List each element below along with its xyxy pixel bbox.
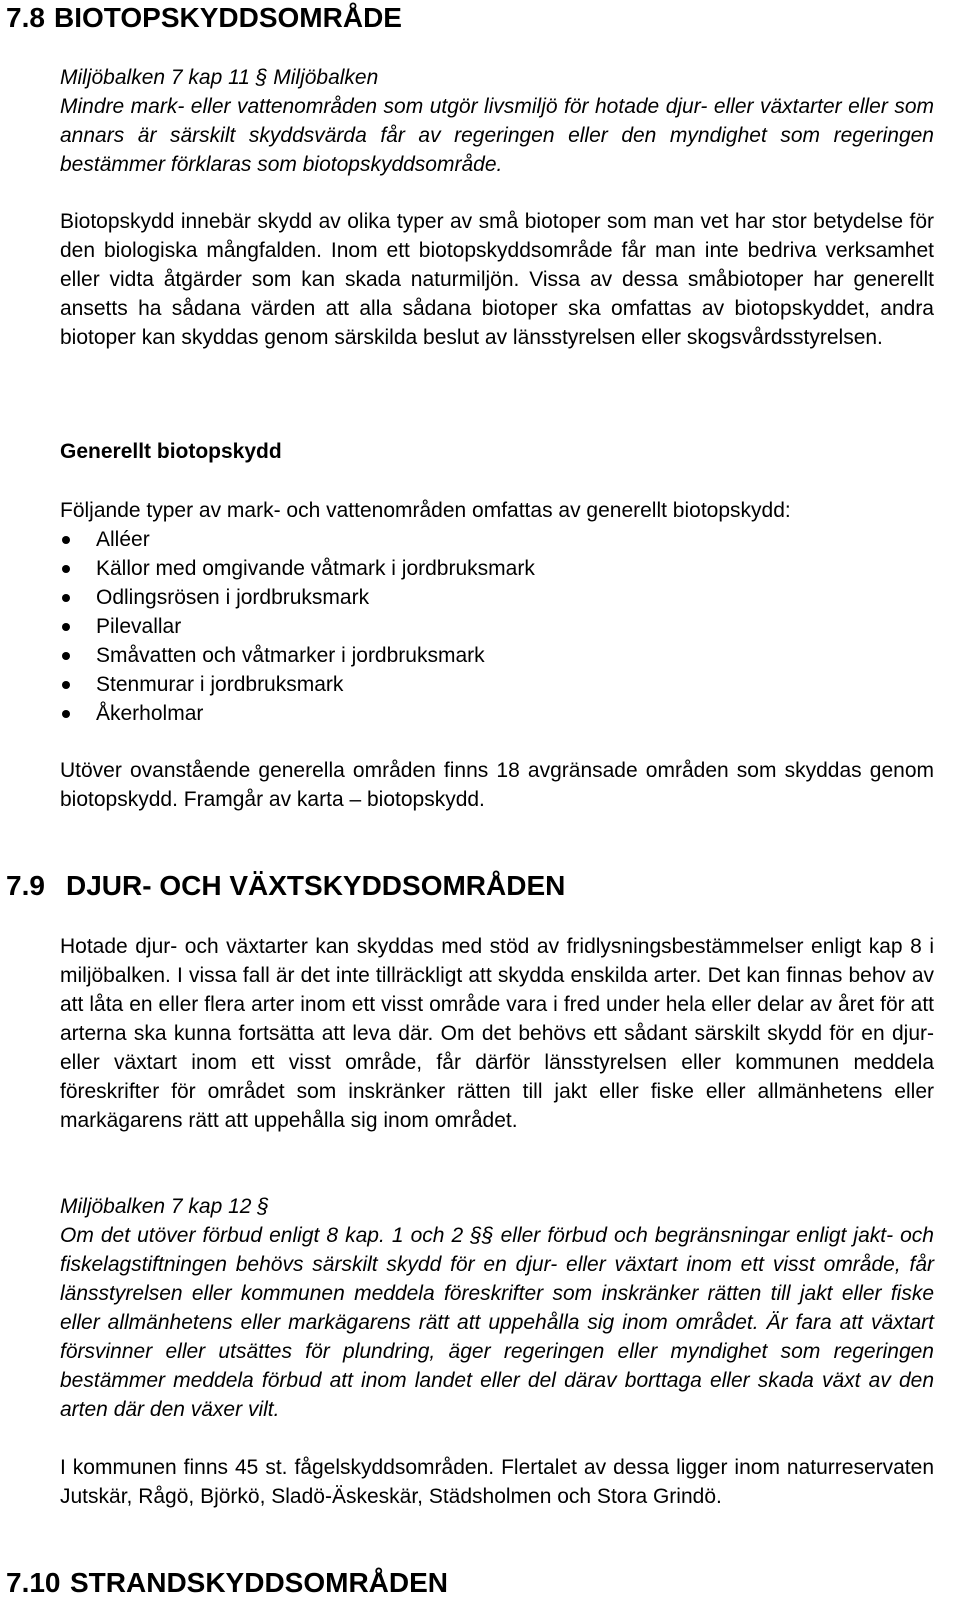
subheading-generellt-biotopskydd: Generellt biotopskydd bbox=[60, 440, 282, 463]
law-reference: Miljöbalken 7 kap 11 § Miljöbalken bbox=[60, 66, 379, 89]
section-heading-7-9 bbox=[6, 870, 565, 902]
bullet-icon bbox=[62, 710, 70, 718]
list-item: Stenmurar i jordbruksmark bbox=[60, 670, 535, 699]
law-reference: Miljöbalken 7 kap 12 § bbox=[60, 1195, 269, 1218]
paragraph-biotopskydd: Biotopskydd innebär skydd av olika typer av små biotoper som man vet har stor betydelse för den biologiska mångfalden. Inom ett biotopskyddsområde får man inte bedriva verksamhet eller vidta åtgärder som kan skada naturmiljön. Vissa av dessa småbiotoper har generellt ansetts ha sådana värden att alla sådana biotoper ska omfattas av biotopskyddet, andra biotoper kan skyddas genom särskilda beslut av länsstyrelsen eller skogsvårdsstyrelsen. bbox=[60, 210, 934, 349]
biotope-type-list bbox=[60, 525, 535, 728]
bullet-icon bbox=[62, 623, 70, 631]
list-item: Pilevallar bbox=[60, 612, 535, 641]
section-number: 7.9 bbox=[6, 870, 45, 901]
section-title: DJUR- OCH VÄXTSKYDDSOMRÅDEN bbox=[66, 870, 566, 901]
bullet-icon bbox=[62, 594, 70, 602]
list-item: Odlingsrösen i jordbruksmark bbox=[60, 583, 535, 612]
section-number: 7.10 bbox=[6, 1567, 61, 1598]
law-quote-block bbox=[60, 1192, 934, 1424]
section-title: BIOTOPSKYDDSOMRÅDE bbox=[54, 2, 402, 33]
law-quote-text: Om det utöver förbud enligt 8 kap. 1 och 2 §§ eller förbud och begränsningar enligt jakt- och fiskelagstiftningen behövs särskilt skydd för en djur- eller växtart inom ett visst område, får länsstyrelsen eller kommunen meddela föreskrifter som inskränker rätten till jakt eller fiske eller allmänhetens eller markägarens rätt att uppehålla sig inom området. Är fara att växtart försvinner eller utsättes för plundring, äger regeringen eller myndighet som regeringen bestämmer meddela förbud att inom landet eller del därav borttaga eller skada växt av den arten där den växer vilt. bbox=[60, 1224, 934, 1421]
law-quote-text: Mindre mark- eller vattenområden som utgör livsmiljö för hotade djur- eller växtarter eller som annars är särskilt skyddsvärda får av regeringen eller den myndighet som regeringen bestämmer förklaras som biotopskyddsområde. bbox=[60, 95, 934, 176]
list-item: Småvatten och våtmarker i jordbruksmark bbox=[60, 641, 535, 670]
list-item: Källor med omgivande våtmark i jordbruksmark bbox=[60, 554, 535, 583]
paragraph-fagelskyddsomraden: I kommunen finns 45 st. fågelskyddsområden. Flertalet av dessa ligger inom naturreservaten Jutskär, Rågö, Björkö, Sladö-Äskeskär, Städsholmen och Stora Grindö. bbox=[60, 1456, 934, 1508]
section-title: STRANDSKYDDSOMRÅDEN bbox=[70, 1567, 449, 1598]
bullet-icon bbox=[62, 652, 70, 660]
section-heading-7-8 bbox=[6, 2, 402, 34]
law-quote-block bbox=[60, 63, 934, 179]
list-item: Åkerholmar bbox=[60, 699, 535, 728]
bullet-icon bbox=[62, 681, 70, 689]
paragraph-djur-vaxtskydd: Hotade djur- och växtarter kan skyddas med stöd av fridlysningsbestämmelser enligt kap 8 i miljöbalken. I vissa fall är det inte tillräckligt att skydda enskilda arter. Det kan finnas behov av att låta en eller flera arter inom ett visst område vara i fred under hela eller delar av året för att arterna ska kunna fortsätta att leva där. Om det behövs ett sådant särskilt skydd för en djur- eller växtart inom ett visst område, får därför länsstyrelsen eller kommunen meddela föreskrifter för området som inskränker rätten till jakt eller fiske eller allmänhetens eller markägarens rätt att uppehålla sig inom området. bbox=[60, 935, 934, 1132]
bullet-icon bbox=[62, 536, 70, 544]
section-number: 7.8 bbox=[6, 2, 45, 33]
bullet-icon bbox=[62, 565, 70, 573]
list-item: Alléer bbox=[60, 525, 535, 554]
paragraph-avgransade-omraden: Utöver ovanstående generella områden finns 18 avgränsade områden som skyddas genom biotopskydd. Framgår av karta – biotopskydd. bbox=[60, 759, 934, 811]
section-heading-7-10 bbox=[6, 1567, 448, 1599]
list-intro: Följande typer av mark- och vattenområden omfattas av generellt biotopskydd: bbox=[60, 499, 791, 522]
